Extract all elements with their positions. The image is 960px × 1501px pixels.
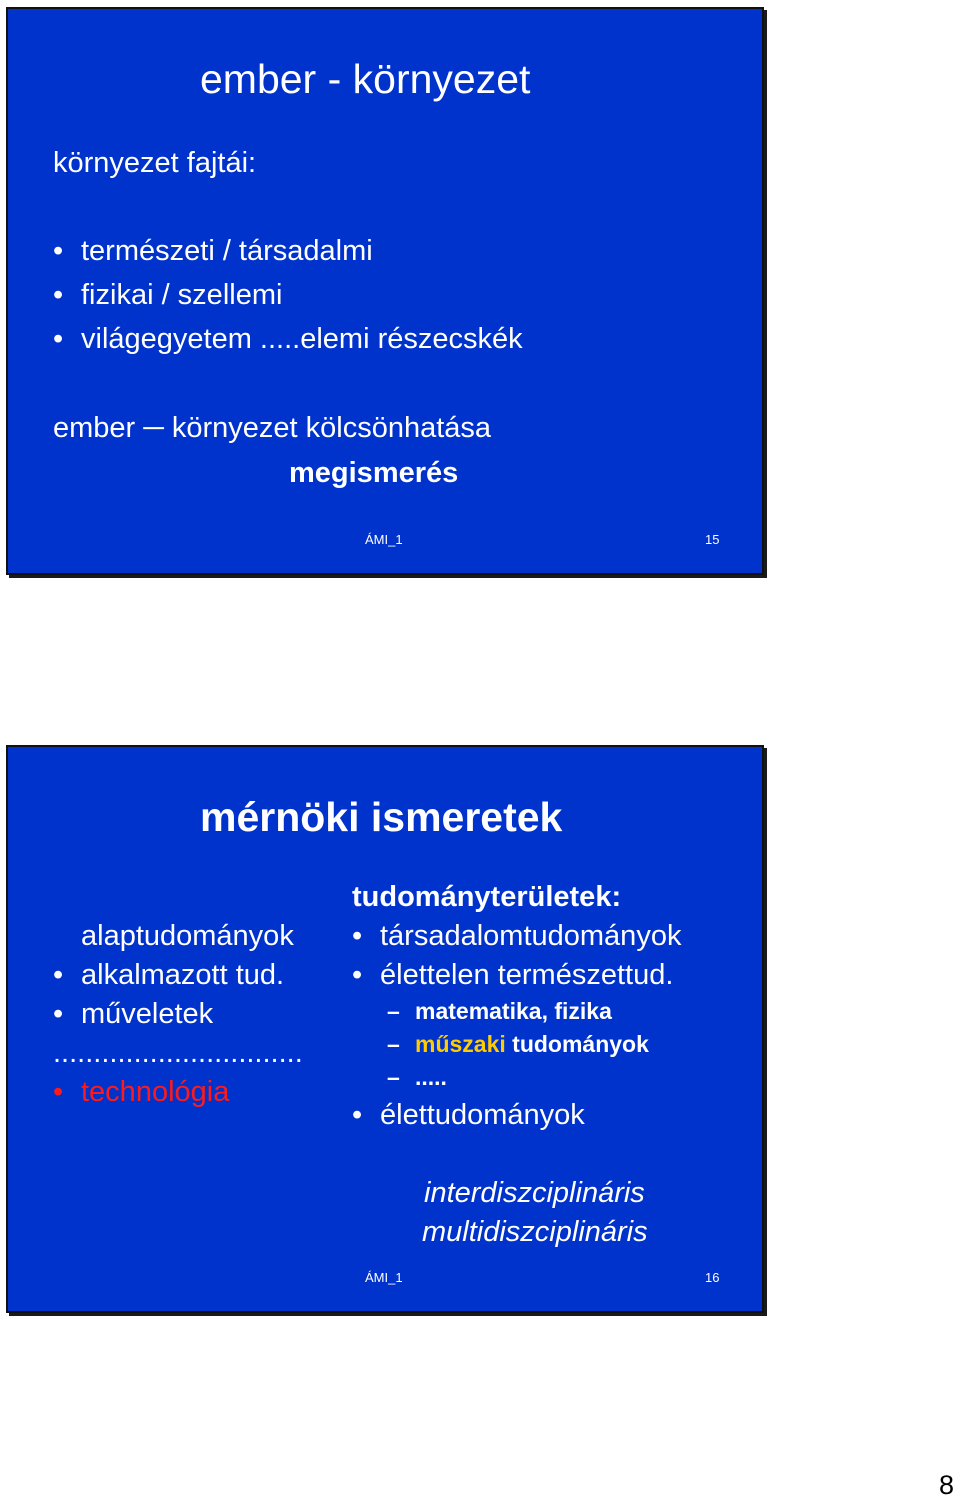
cognition-line: megismerés — [289, 457, 459, 489]
sub-item-rest: tudományok — [505, 1031, 649, 1057]
ellipsis-line: ............................... — [53, 1037, 303, 1069]
sub-item: – ..... — [415, 1066, 447, 1089]
footer-label: ÁMI_1 — [365, 532, 403, 547]
slide-16 — [6, 745, 764, 1313]
slide-number: 15 — [705, 532, 720, 547]
bullet-item: • világegyetem .....elemi részecskék — [81, 325, 523, 354]
slide-15 — [6, 7, 764, 575]
highlight-word: műszaki — [415, 1031, 506, 1057]
bullet-item: alaptudományok — [81, 920, 294, 952]
slide-title: ember - környezet — [200, 56, 531, 102]
intro-text: környezet fajtái: — [53, 147, 257, 179]
bullet-item: • élettelen természettud. — [380, 961, 673, 990]
right-heading: tudományterületek: — [352, 881, 622, 913]
sub-item — [415, 1033, 649, 1056]
bullet-item: • műveletek — [81, 1000, 213, 1029]
slide-title: mérnöki ismeretek — [200, 794, 563, 840]
bullet-item: • fizikai / szellemi — [81, 281, 282, 310]
slide-number: 16 — [705, 1270, 720, 1285]
bullet-item: • társadalomtudományok — [380, 922, 681, 951]
bullet-item: • alkalmazott tud. — [81, 961, 284, 990]
bullet-item: • élettudományok — [380, 1101, 585, 1130]
sub-item: – matematika, fizika — [415, 1000, 612, 1023]
red-bullet-item: • technológia — [81, 1078, 229, 1107]
bullet-item: • természeti / társadalmi — [81, 237, 373, 266]
interaction-line: ember ─ környezet kölcsönhatása — [53, 412, 492, 444]
page-number: 8 — [939, 1470, 955, 1500]
footer-label: ÁMI_1 — [365, 1270, 403, 1285]
italic-term: multidiszciplináris — [422, 1216, 648, 1248]
italic-term: interdiszciplináris — [424, 1177, 645, 1209]
